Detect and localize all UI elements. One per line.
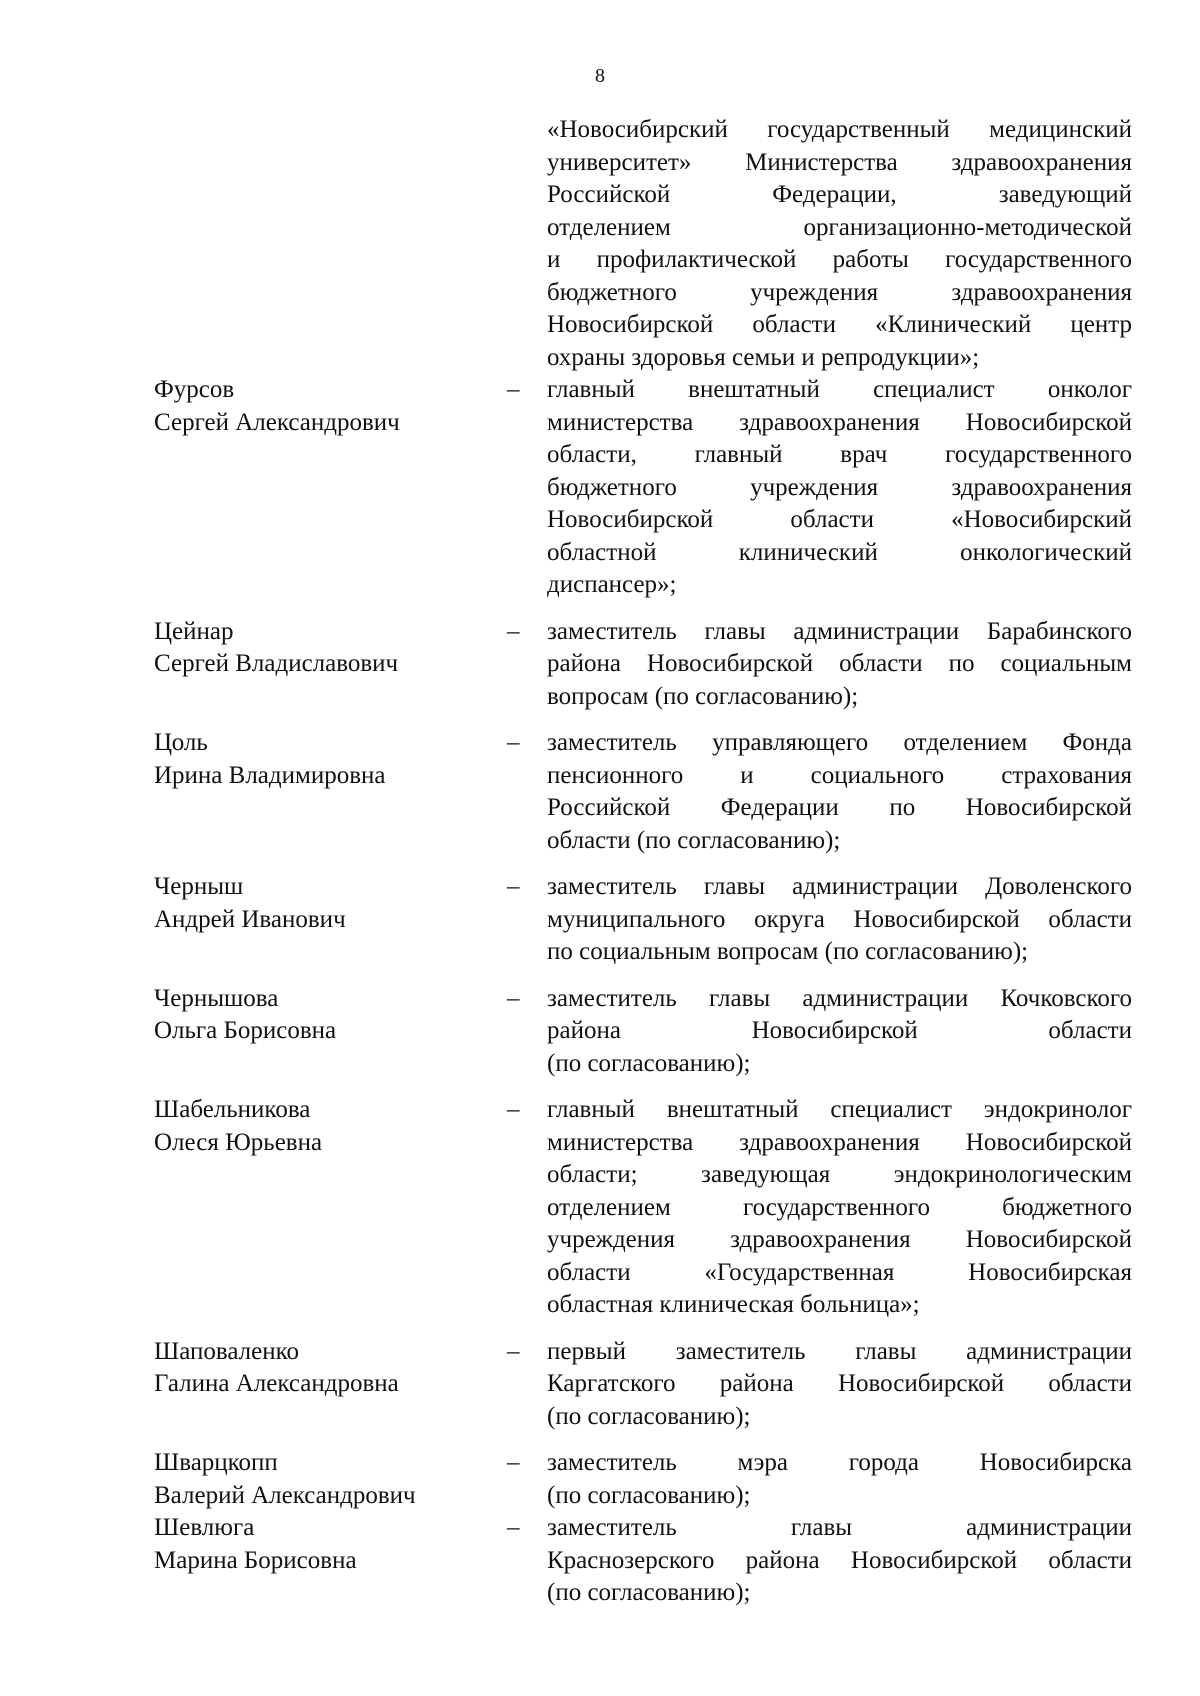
page-number: 8 bbox=[595, 65, 605, 87]
member-list bbox=[0, 114, 1200, 1610]
member-surname: Шабельникова bbox=[154, 1096, 311, 1123]
member-position bbox=[547, 114, 1132, 374]
position-text-line: областная клиническая больница»; bbox=[547, 1291, 920, 1318]
position-text-line: (по согласованию); bbox=[547, 1481, 751, 1509]
position-text-line: заместитель главы администрации Кочковского bbox=[547, 984, 1132, 1012]
position-text-line: (по согласованию); bbox=[547, 1579, 751, 1606]
position-text-line: областной клинический онкологический bbox=[547, 538, 1132, 566]
position-text-line: «Новосибирский государственный медицинский bbox=[547, 116, 1132, 143]
member-surname: Фурсов bbox=[154, 376, 235, 403]
position-text-line: заместитель главы администрации Барабинского bbox=[547, 617, 1132, 645]
dash-separator: – bbox=[507, 617, 520, 645]
member-position bbox=[547, 1512, 1132, 1610]
position-text-line: области; заведующая эндокринологическим bbox=[547, 1161, 1132, 1188]
position-text-line: заместитель главы администрации Доволенского bbox=[547, 873, 1132, 900]
member-entry bbox=[0, 1447, 1200, 1512]
member-given-names: Сергей Владиславович bbox=[154, 650, 399, 677]
member-given-names: Ирина Владимировна bbox=[154, 761, 386, 789]
position-text-line: области, главный врач государственного bbox=[547, 441, 1132, 468]
dash-separator: – bbox=[507, 1449, 520, 1476]
dash-separator: – bbox=[507, 1514, 520, 1541]
member-surname: Чернышова bbox=[154, 984, 279, 1012]
member-surname: Шевлюга bbox=[154, 1514, 255, 1541]
member-given-names: Галина Александровна bbox=[154, 1370, 399, 1397]
position-text-line: вопросам (по согласованию); bbox=[547, 682, 859, 710]
member-surname: Цейнар bbox=[154, 617, 234, 645]
member-position bbox=[547, 1094, 1132, 1322]
position-text-line: Краснозерского района Новосибирской области bbox=[547, 1546, 1132, 1574]
member-position bbox=[547, 616, 1132, 714]
position-text-line: министерства здравоохранения Новосибирской bbox=[547, 1128, 1132, 1156]
position-text-line: главный внештатный специалист онколог bbox=[547, 376, 1132, 403]
member-entry bbox=[0, 983, 1200, 1081]
position-text-line: муниципального округа Новосибирской области bbox=[547, 905, 1132, 933]
position-text-line: Новосибирской области «Новосибирский bbox=[547, 506, 1132, 533]
position-text-line: бюджетного учреждения здравоохранения bbox=[547, 473, 1132, 501]
member-surname: Цоль bbox=[154, 729, 208, 756]
position-text-line: района Новосибирской области bbox=[547, 1017, 1132, 1044]
dash-separator: – bbox=[507, 873, 520, 900]
position-text-line: министерства здравоохранения Новосибирской bbox=[547, 408, 1132, 436]
position-text-line: Российской Федерации, заведующий bbox=[547, 181, 1132, 208]
member-name bbox=[154, 727, 514, 792]
member-entry bbox=[0, 1336, 1200, 1434]
member-name bbox=[154, 1336, 514, 1401]
member-entry bbox=[0, 374, 1200, 602]
position-text-line: и профилактической работы государственного bbox=[547, 246, 1132, 273]
dash-separator: – bbox=[507, 984, 520, 1012]
member-given-names: Ольга Борисовна bbox=[154, 1017, 337, 1044]
position-text-line: охраны здоровья семьи и репродукции»; bbox=[547, 343, 980, 371]
member-given-names: Валерий Александрович bbox=[154, 1481, 416, 1509]
member-position bbox=[547, 983, 1132, 1081]
position-text-line: заместитель управляющего отделением Фонда bbox=[547, 729, 1132, 756]
member-entry bbox=[0, 1512, 1200, 1610]
member-position bbox=[547, 871, 1132, 969]
position-text-line: (по согласованию); bbox=[547, 1402, 751, 1430]
position-text-line: пенсионного и социального страхования bbox=[547, 761, 1132, 789]
member-position bbox=[547, 727, 1132, 857]
position-text-line: отделением организационно-методической bbox=[547, 213, 1132, 241]
position-text-line: главный внештатный специалист эндокринолог bbox=[547, 1096, 1132, 1123]
member-given-names: Андрей Иванович bbox=[154, 905, 346, 933]
position-text-line: Новосибирской области «Клинический центр bbox=[547, 311, 1132, 338]
position-text-line: бюджетного учреждения здравоохранения bbox=[547, 278, 1132, 306]
member-surname: Черныш bbox=[154, 873, 244, 900]
member-position bbox=[547, 1447, 1132, 1512]
member-entry bbox=[0, 727, 1200, 857]
member-entry-continued bbox=[0, 114, 1200, 374]
member-position bbox=[547, 1336, 1132, 1434]
position-text-line: заместитель мэра города Новосибирска bbox=[547, 1449, 1132, 1476]
member-name bbox=[154, 1447, 514, 1512]
member-entry bbox=[0, 1094, 1200, 1322]
position-text-line: района Новосибирской области по социальным bbox=[547, 650, 1132, 677]
member-given-names: Марина Борисовна bbox=[154, 1546, 357, 1574]
member-name bbox=[154, 616, 514, 681]
member-entry bbox=[0, 616, 1200, 714]
member-name bbox=[154, 983, 514, 1048]
member-name bbox=[154, 1094, 514, 1159]
member-entry bbox=[0, 871, 1200, 969]
position-text-line: (по согласованию); bbox=[547, 1049, 751, 1077]
dash-separator: – bbox=[507, 1337, 520, 1365]
member-name bbox=[154, 374, 514, 439]
position-text-line: области «Государственная Новосибирская bbox=[547, 1258, 1132, 1286]
position-text-line: Российской Федерации по Новосибирской bbox=[547, 794, 1132, 821]
dash-separator: – bbox=[507, 376, 520, 403]
member-name bbox=[154, 871, 514, 936]
dash-separator: – bbox=[507, 729, 520, 756]
position-text-line: университет» Министерства здравоохранения bbox=[547, 148, 1132, 176]
position-text-line: диспансер»; bbox=[547, 571, 677, 598]
position-text-line: по социальным вопросам (по согласованию); bbox=[547, 938, 1029, 965]
position-text-line: отделением государственного бюджетного bbox=[547, 1193, 1132, 1221]
member-given-names: Сергей Александрович bbox=[154, 408, 400, 436]
member-given-names: Олеся Юрьевна bbox=[154, 1128, 323, 1156]
member-surname: Шаповаленко bbox=[154, 1337, 299, 1365]
position-text-line: первый заместитель главы администрации bbox=[547, 1337, 1132, 1365]
member-position bbox=[547, 374, 1132, 602]
position-text-line: области (по согласованию); bbox=[547, 826, 841, 854]
position-text-line: заместитель главы администрации bbox=[547, 1514, 1132, 1541]
dash-separator: – bbox=[507, 1096, 520, 1123]
member-name bbox=[154, 1512, 514, 1577]
position-text-line: учреждения здравоохранения Новосибирской bbox=[547, 1226, 1132, 1253]
member-surname: Шварцкопп bbox=[154, 1449, 278, 1476]
position-text-line: Каргатского района Новосибирской области bbox=[547, 1370, 1132, 1397]
